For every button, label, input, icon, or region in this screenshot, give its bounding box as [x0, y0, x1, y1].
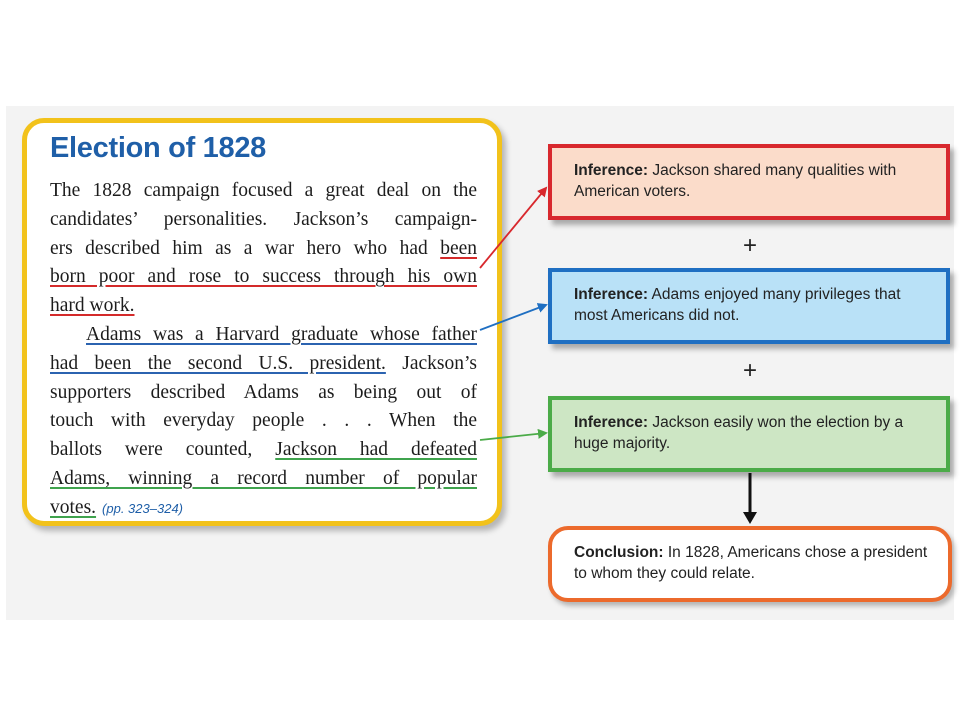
- passage-line: The 1828 campaign focused a great deal on the: [50, 180, 477, 201]
- red-connector-arrow: [480, 188, 546, 268]
- passage-line-text: Jackson’s: [385, 352, 477, 374]
- passage-line-text: ballots were counted,: [50, 439, 276, 461]
- evidence-blue: Adams was a Harvard graduate whose father: [86, 323, 477, 345]
- page-citation: (pp. 323–324): [102, 500, 183, 516]
- passage-line: candidates’ personalities. Jackson’s campaign-: [50, 208, 477, 230]
- evidence-green: votes.: [50, 496, 97, 518]
- passage-line: touch with everyday people . . . When the: [50, 410, 477, 432]
- conclusion-text: In 1828, Americans chose a president to whom they could relate.: [574, 544, 928, 582]
- evidence-green: Adams, winning a record number of popular: [50, 467, 477, 489]
- inference-label: Inference:: [574, 286, 649, 303]
- plus-sign: +: [743, 232, 758, 259]
- evidence-red: hard work.: [50, 295, 135, 317]
- inference-text: Jackson shared many qualities with American voters.: [574, 162, 897, 200]
- inference-text: Adams enjoyed many privileges that most Americans did not.: [574, 286, 901, 324]
- evidence-red: born poor and rose to success through his own: [50, 266, 477, 288]
- conclusion-label: Conclusion:: [574, 544, 664, 561]
- inference-label: Inference:: [574, 414, 649, 431]
- passage-line: supporters described Adams as being out of: [50, 381, 477, 403]
- passage-line-text: ers described him as a war hero who had: [50, 237, 441, 259]
- inference-label: Inference:: [574, 162, 649, 179]
- plus-sign: +: [743, 357, 758, 384]
- evidence-blue: had been the second U.S. president.: [50, 352, 386, 374]
- evidence-green: Jackson had defeated: [275, 439, 477, 461]
- down-arrow-head: [743, 512, 757, 524]
- passage-title: Election of 1828: [50, 132, 266, 164]
- blue-connector-arrow: [480, 305, 546, 330]
- green-connector-arrow: [480, 433, 546, 440]
- evidence-red: been: [440, 237, 477, 259]
- inference-text: Jackson easily won the election by a huge majority.: [574, 414, 904, 452]
